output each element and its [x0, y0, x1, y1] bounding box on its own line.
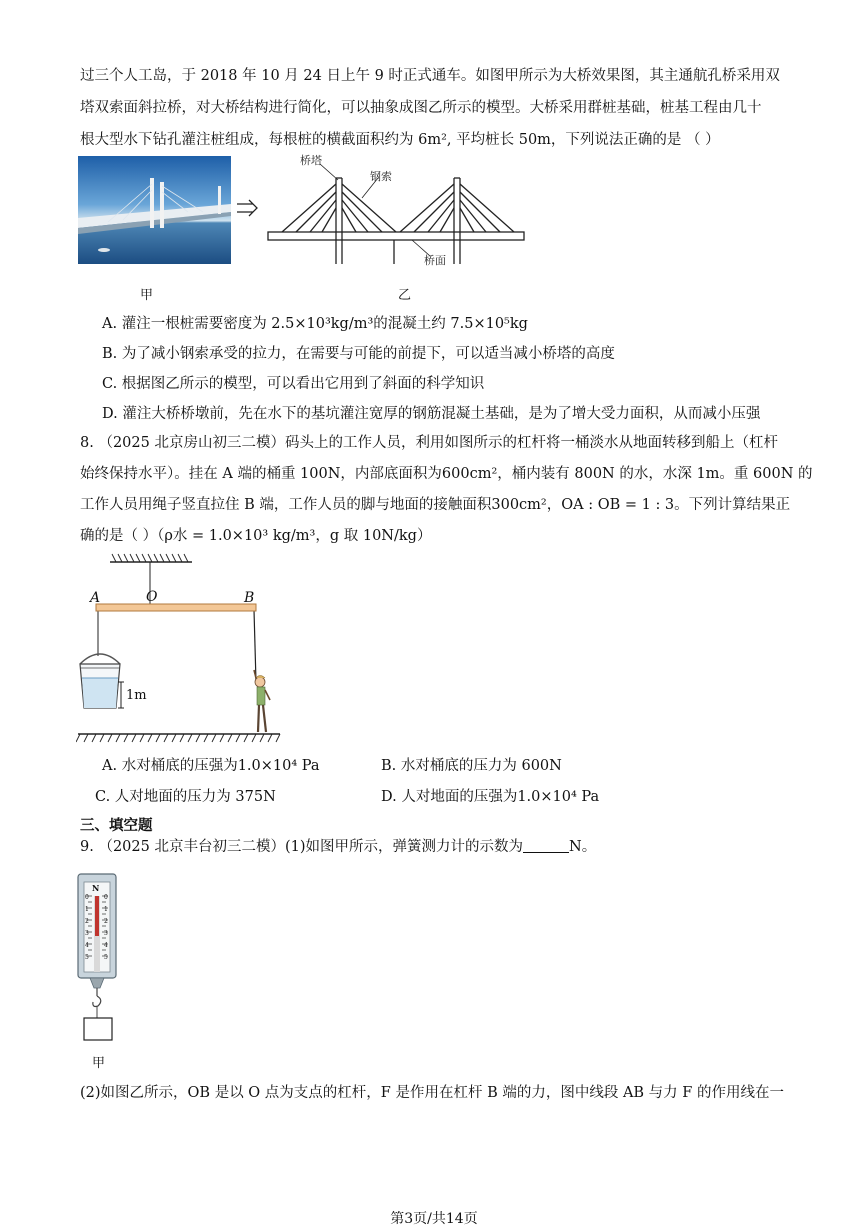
q9-text-post: N。	[569, 839, 597, 855]
q8-option-b: B. 水对桶底的压力为 600N	[381, 758, 562, 774]
svg-text:0: 0	[85, 894, 89, 901]
bridge-photo	[78, 156, 231, 264]
question-text-line: 根大型水下钻孔灌注桩组成，每根桩的横截面积约为 6m², 平均桩长 50m，下列说法正确的是 （ ）	[80, 132, 720, 148]
depth-label: 1m	[126, 688, 147, 703]
svg-text:4: 4	[104, 942, 108, 949]
q9-text-pre: 9. （2025 北京丰台初三二模）(1)如图甲所示，弹簧测力计的示数为	[80, 839, 523, 855]
q9-text-line	[80, 835, 596, 856]
q8-option-a: A. 水对桶底的压强为1.0×10⁴ Pa	[102, 758, 320, 774]
tower-label: 桥塔	[300, 154, 322, 167]
cable-label: 钢索	[370, 170, 392, 183]
label-a: A	[90, 590, 101, 606]
option-c: C. 根据图乙所示的模型，可以看出它用到了斜面的科学知识	[102, 376, 485, 392]
q8-option-c: C. 人对地面的压力为 375N	[95, 789, 276, 805]
option-a: A. 灌注一根桩需要密度为 2.5×10³kg/m³的混凝土约 7.5×10⁵kg	[102, 316, 528, 332]
svg-text:3: 3	[104, 930, 108, 937]
question-text-line: 过三个人工岛，于 2018 年 10 月 24 日上午 9 时正式通车。如图甲所示为大桥效果图，其主通航孔桥采用双	[80, 68, 780, 84]
q8-text-line: 确的是（ ）（ρ水 = 1.0×10³ kg/m³，g 取 10N/kg）	[80, 528, 432, 544]
q8-option-d: D. 人对地面的压强为1.0×10⁴ Pa	[381, 789, 600, 805]
svg-text:1: 1	[85, 906, 89, 913]
arrow-icon	[235, 198, 261, 218]
svg-text:2: 2	[85, 918, 89, 925]
svg-text:5: 5	[104, 954, 108, 961]
lever-diagram	[76, 552, 286, 744]
section-title: 三、填空题	[80, 818, 153, 834]
question-text-line: 塔双索面斜拉桥，对大桥结构进行简化，可以抽象成图乙所示的模型。大桥采用群桩基础，桩基工程由几十	[80, 100, 762, 116]
spring-scale	[76, 868, 122, 1048]
svg-text:3: 3	[85, 930, 89, 937]
label-b: B	[244, 590, 255, 606]
svg-text:0: 0	[104, 894, 108, 901]
svg-text:5: 5	[85, 954, 89, 961]
answer-blank[interactable]	[523, 838, 569, 853]
q9-text-line: (2)如图乙所示，OB 是以 O 点为支点的杠杆，F 是作用在杠杆 B 端的力，图中线段 AB 与力 F 的作用线在一	[80, 1085, 784, 1101]
deck-label: 桥面	[424, 254, 446, 267]
label-o: O	[146, 589, 158, 605]
svg-text:4: 4	[85, 942, 89, 949]
option-d: D. 灌注大桥桥墩前，先在水下的基坑灌注宽厚的钢筋混凝土基础，是为了增大受力面积，从而减小压强	[102, 406, 761, 422]
figure-label-yi: 乙	[398, 288, 412, 303]
bucket-icon	[80, 654, 120, 708]
bridge-model-diagram	[262, 152, 532, 272]
q8-text-line: 工作人员用绳子竖直拉住 B 端，工作人员的脚与地面的接触面积300cm²，OA : OB = 1 : 3。下列计算结果正	[80, 497, 791, 513]
svg-text:1: 1	[104, 906, 108, 913]
option-b: B. 为了减小钢索承受的拉力，在需要与可能的前提下，可以适当减小桥塔的高度	[102, 346, 615, 362]
figure-label-jia: 甲	[140, 288, 154, 303]
page-footer: 第3页/共14页	[390, 1211, 478, 1227]
q8-text-line: 始终保持水平）。挂在 A 端的桶重 100N，内部底面积为600cm²，桶内装有 800N 的水，水深 1m。重 600N 的	[80, 466, 813, 482]
figure-label-jia: 甲	[92, 1056, 106, 1071]
worker-figure	[254, 670, 270, 732]
q8-text-line: 8. （2025 北京房山初三二模）码头上的工作人员，利用如图所示的杠杆将一桶淡水从地面转移到船上（杠杆	[80, 435, 778, 451]
scale-unit: N	[92, 883, 100, 893]
svg-text:2: 2	[104, 918, 108, 925]
